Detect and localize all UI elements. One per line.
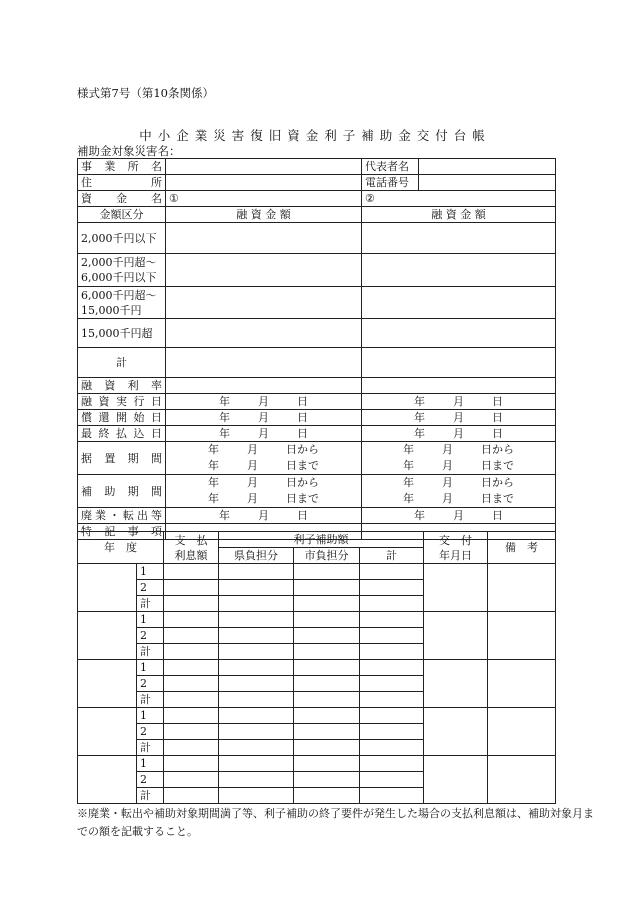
subsidy-total-cell[interactable] [360,564,424,580]
sub-row-label: 2 [137,580,164,596]
month-text: 月 [258,395,269,408]
city-share-cell[interactable] [294,708,360,724]
day-text: 日 [492,427,503,440]
city-share-cell[interactable] [294,628,360,644]
sub-row-label: 2 [137,772,164,788]
execution-date-field[interactable] [362,394,556,410]
sub-row-label: 計 [137,788,164,804]
subsidy-amount-header: 利子補助額 [219,532,424,548]
loan-amount-cell[interactable] [362,319,556,348]
table-row [78,756,556,772]
from-text: 日から [481,476,514,489]
prefecture-share-cell[interactable] [219,772,294,788]
grace-period-field[interactable] [362,442,556,475]
year-text: 年 [208,443,219,456]
subsidy-total-cell[interactable] [360,708,424,724]
until-text: 日まで [481,459,514,472]
phone-label: 電話番号 [362,175,419,191]
subsidy-total-cell[interactable] [360,692,424,708]
amount-total-label: 計 [78,348,166,378]
city-share-cell[interactable] [294,740,360,756]
sub-row-label: 計 [137,740,164,756]
month-text: 月 [258,509,269,522]
fiscal-year-cell[interactable] [78,708,137,756]
year-text: 年 [208,459,219,472]
sub-row-label: 1 [137,612,164,628]
day-text: 日 [297,411,308,424]
fund-2-field[interactable] [362,191,556,207]
paid-interest-cell[interactable] [164,628,219,644]
remarks-cell[interactable] [488,612,556,660]
subsidy-total-cell[interactable] [360,740,424,756]
paid-interest-cell[interactable] [164,772,219,788]
amount-category-2: 2,000千円超～ 6,000千円以下 [78,254,166,287]
subsidy-period-field[interactable] [166,475,362,508]
city-share-cell[interactable] [294,596,360,612]
year-text: 年 [219,411,230,424]
loan-amount-cell[interactable] [166,319,362,348]
loan-amount-header-1: 融 資 金 額 [166,207,362,223]
grant-date-cell[interactable] [424,708,488,756]
sub-row-label: 計 [137,644,164,660]
notes-label: 特 記 事 項 [78,524,166,540]
loan-info-table [77,158,556,540]
loan-amount-cell[interactable] [362,287,556,319]
year-text: 年 [403,459,414,472]
business-name-field[interactable] [166,159,362,175]
year-text: 年 [219,427,230,440]
prefecture-share-cell[interactable] [219,676,294,692]
year-text: 年 [208,476,219,489]
interest-rate-field[interactable] [362,378,556,394]
fund-1-field[interactable] [166,191,362,207]
footnote: ※廃業・転出や補助対象期間満了等、利子補助の終了要件が発生した場合の支払利息額は、補助対象月までの額を記載すること。 [77,807,594,838]
repay-start-field[interactable] [166,410,362,426]
repay-start-field[interactable] [362,410,556,426]
day-text: 日 [297,427,308,440]
year-text: 年 [219,395,230,408]
until-text: 日まで [286,459,319,472]
interest-rate-field[interactable] [166,378,362,394]
closure-label: 廃業・転出等 [78,508,166,524]
prefecture-share-cell[interactable] [219,628,294,644]
month-text: 月 [442,476,453,489]
city-share-cell[interactable] [294,580,360,596]
prefecture-share-cell[interactable] [219,740,294,756]
sub-row-label: 2 [137,628,164,644]
remarks-header: 備 考 [488,532,556,564]
month-text: 月 [247,443,258,456]
year-header: 年 度 [78,532,164,564]
city-share-cell[interactable] [294,660,360,676]
subsidy-total-cell[interactable] [360,724,424,740]
subsidy-total-cell[interactable] [360,580,424,596]
closure-date-field[interactable] [362,508,556,524]
month-text: 月 [453,509,464,522]
loan-amount-total-cell[interactable] [166,348,362,378]
year-text: 年 [403,492,414,505]
address-field[interactable] [166,175,362,191]
final-payment-label: 最 終 払 込 日 [78,426,166,442]
representative-field[interactable] [419,159,556,175]
subsidy-total-cell[interactable] [360,676,424,692]
prefecture-share-cell[interactable] [219,788,294,804]
sub-row-label: 1 [137,660,164,676]
amount-category-4: 15,000千円超 [78,319,166,348]
fiscal-year-cell[interactable] [78,612,137,660]
month-text: 月 [247,476,258,489]
loan-amount-total-cell[interactable] [362,348,556,378]
final-payment-field[interactable] [362,426,556,442]
sub-row-label: 2 [137,724,164,740]
fiscal-year-cell[interactable] [78,564,137,612]
prefecture-share-cell[interactable] [219,580,294,596]
day-text: 日 [492,395,503,408]
interest-rate-label: 融 資 利 率 [78,378,166,394]
subsidy-total-cell[interactable] [360,644,424,660]
month-text: 月 [442,443,453,456]
year-text: 年 [414,411,425,424]
remarks-cell[interactable] [488,564,556,612]
prefecture-share-cell[interactable] [219,756,294,772]
loan-amount-cell[interactable] [166,223,362,254]
table-row [78,660,556,676]
paid-interest-cell[interactable] [164,708,219,724]
amount-category-3: 6,000千円超～ 15,000千円 [78,287,166,319]
address-label: 住 所 [78,175,166,191]
city-share-cell[interactable] [294,676,360,692]
year-text: 年 [403,443,414,456]
sub-row-label: 計 [137,596,164,612]
loan-amount-cell[interactable] [362,223,556,254]
fiscal-year-cell[interactable] [78,660,137,708]
subsidy-total-header: 計 [360,548,424,564]
prefecture-share-cell[interactable] [219,596,294,612]
loan-amount-cell[interactable] [362,254,556,287]
grace-period-label: 据 置 期 間 [78,442,166,475]
closure-date-field[interactable] [166,508,362,524]
grant-date-cell[interactable] [424,564,488,612]
table-row [78,564,556,580]
representative-label: 代表者名 [362,159,419,175]
paid-interest-cell[interactable] [164,724,219,740]
subsidy-total-cell[interactable] [360,788,424,804]
year-text: 年 [414,427,425,440]
loan-amount-cell[interactable] [166,287,362,319]
month-text: 月 [258,411,269,424]
city-share-cell[interactable] [294,772,360,788]
history-rows [78,564,556,804]
city-share-cell[interactable] [294,644,360,660]
phone-field[interactable] [419,175,556,191]
paid-interest-cell[interactable] [164,612,219,628]
city-share-header: 市負担分 [294,548,360,564]
subsidy-total-cell[interactable] [360,772,424,788]
amount-category-header: 金額区分 [78,207,166,223]
fund-2-marker: ② [365,192,375,205]
prefecture-share-cell[interactable] [219,564,294,580]
year-text: 年 [403,476,414,489]
year-text: 年 [414,395,425,408]
paid-interest-cell[interactable] [164,692,219,708]
month-text: 月 [453,427,464,440]
execution-date-label: 融 資 実 行 日 [78,394,166,410]
sub-row-label: 1 [137,708,164,724]
year-text: 年 [208,492,219,505]
month-text: 月 [442,492,453,505]
paid-interest-cell[interactable] [164,788,219,804]
disaster-name-label: 補助金対象災害名： [77,144,181,158]
subsidy-history-table [77,531,556,804]
final-payment-field[interactable] [166,426,362,442]
paid-interest-cell[interactable] [164,756,219,772]
paid-interest-cell[interactable] [164,644,219,660]
subsidy-total-cell[interactable] [360,756,424,772]
subsidy-total-cell[interactable] [360,612,424,628]
table-row [78,708,556,724]
prefecture-share-cell[interactable] [219,644,294,660]
fund-name-label: 資 金 名 [78,191,166,207]
grant-date-header: 交 付 年月日 [424,532,488,564]
until-text: 日まで [481,492,514,505]
month-text: 月 [247,459,258,472]
until-text: 日まで [286,492,319,505]
paid-interest-cell[interactable] [164,740,219,756]
paid-interest-cell[interactable] [164,676,219,692]
prefecture-share-cell[interactable] [219,612,294,628]
month-text: 月 [453,395,464,408]
form-number: 様式第7号（第10条関係） [77,86,214,100]
sub-row-label: 計 [137,692,164,708]
grant-date-cell[interactable] [424,660,488,708]
amount-category-1: 2,000千円以下 [78,223,166,254]
subsidy-total-cell[interactable] [360,628,424,644]
day-text: 日 [297,509,308,522]
month-text: 月 [258,427,269,440]
prefecture-share-cell[interactable] [219,708,294,724]
from-text: 日から [286,476,319,489]
prefecture-share-cell[interactable] [219,692,294,708]
year-text: 年 [414,509,425,522]
day-text: 日 [492,509,503,522]
grant-date-cell[interactable] [424,756,488,804]
month-text: 月 [442,459,453,472]
paid-interest-cell[interactable] [164,564,219,580]
year-text: 年 [219,509,230,522]
city-share-cell[interactable] [294,692,360,708]
remarks-cell[interactable] [488,756,556,804]
table-row [78,612,556,628]
subsidy-period-label: 補 助 期 間 [78,475,166,508]
business-name-label: 事 業 所 名 [78,159,166,175]
city-share-cell[interactable] [294,756,360,772]
fund-1-marker: ① [169,192,179,205]
sub-row-label: 2 [137,676,164,692]
subsidy-total-cell[interactable] [360,596,424,612]
execution-date-field[interactable] [166,394,362,410]
loan-amount-cell[interactable] [166,254,362,287]
paid-interest-cell[interactable] [164,580,219,596]
grant-date-cell[interactable] [424,612,488,660]
loan-amount-header-2: 融 資 金 額 [362,207,556,223]
grace-period-field[interactable] [166,442,362,475]
paid-interest-cell[interactable] [164,596,219,612]
prefecture-share-header: 県負担分 [219,548,294,564]
from-text: 日から [481,443,514,456]
day-text: 日 [297,395,308,408]
subsidy-period-field[interactable] [362,475,556,508]
city-share-cell[interactable] [294,788,360,804]
repay-start-label: 償 還 開 始 日 [78,410,166,426]
sub-row-label: 1 [137,756,164,772]
from-text: 日から [286,443,319,456]
city-share-cell[interactable] [294,612,360,628]
fiscal-year-cell[interactable] [78,756,137,804]
prefecture-share-cell[interactable] [219,724,294,740]
page-title: 中小企業災害復旧資金利子補助金交付台帳 [139,128,491,143]
month-text: 月 [247,492,258,505]
paid-interest-cell[interactable] [164,660,219,676]
month-text: 月 [453,411,464,424]
day-text: 日 [492,411,503,424]
sub-row-label: 1 [137,564,164,580]
prefecture-share-cell[interactable] [219,660,294,676]
subsidy-total-cell[interactable] [360,660,424,676]
city-share-cell[interactable] [294,724,360,740]
remarks-cell[interactable] [488,660,556,708]
remarks-cell[interactable] [488,708,556,756]
city-share-cell[interactable] [294,564,360,580]
paid-interest-header: 支 払 利息額 [164,532,219,564]
